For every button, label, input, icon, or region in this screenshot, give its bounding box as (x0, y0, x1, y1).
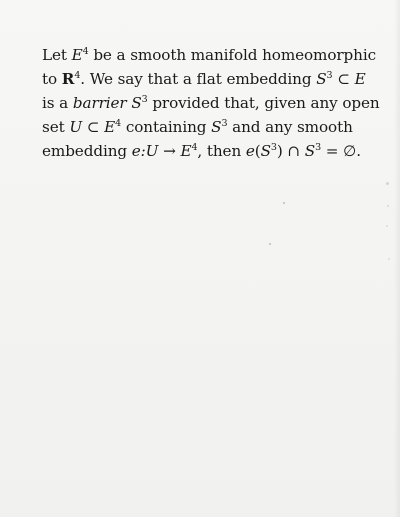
superscript: 3 (315, 142, 322, 153)
text-run: provided that, given any open (152, 94, 380, 112)
math-S: S (304, 142, 316, 160)
word: embedding (42, 142, 128, 160)
word: set (42, 118, 65, 136)
barrier-definition-paragraph (42, 43, 380, 163)
math-E: E (180, 142, 192, 160)
text-line-3 (42, 91, 380, 115)
math-R-bold: R (61, 70, 75, 88)
text-run: , then (197, 142, 242, 160)
superscript: 4 (191, 142, 198, 153)
math-intersection: ∩ (287, 142, 301, 160)
math-e: e (245, 142, 255, 160)
scan-speck (387, 205, 389, 207)
emphasized-term-barrier: barrier (72, 94, 127, 112)
math-equals-empty-set: = ∅. (325, 142, 362, 160)
scan-speck (388, 258, 390, 260)
math-E: E (354, 70, 366, 88)
word: containing (125, 118, 207, 136)
math-U: U (145, 142, 159, 160)
math-E: E (71, 46, 83, 64)
scan-speck (386, 225, 388, 227)
superscript: 4 (74, 70, 81, 81)
paren: ) (276, 142, 283, 160)
math-arrow: → (163, 142, 176, 160)
superscript: 3 (141, 94, 148, 105)
superscript: 4 (115, 118, 122, 129)
superscript: 4 (82, 46, 89, 57)
math-S: S (316, 70, 327, 88)
scan-speck (269, 243, 271, 245)
text-run: is a (42, 94, 69, 112)
text-line-4 (42, 115, 352, 139)
text-run: and any smooth (232, 118, 353, 136)
math-S: S (260, 142, 271, 160)
math-U: U (69, 118, 83, 136)
text-run: be a smooth manifold homeomorphic (93, 46, 377, 64)
math-subset: ⊂ (337, 70, 350, 88)
paren: ( (254, 142, 261, 160)
superscript: 3 (326, 70, 333, 81)
math-S: S (211, 118, 222, 136)
math-S: S (131, 94, 142, 112)
word: to (42, 70, 58, 88)
text-line-2 (42, 67, 366, 91)
superscript: 3 (270, 142, 277, 153)
text-line-1 (42, 43, 377, 67)
math-E: E (104, 118, 116, 136)
superscript: 3 (221, 118, 228, 129)
math-subset: ⊂ (86, 118, 100, 136)
math-e-map: e: (131, 142, 146, 160)
scan-speck (283, 202, 285, 204)
text-run: . We say that a flat embedding (80, 70, 312, 88)
text-line-5 (42, 139, 362, 163)
scan-speck (386, 182, 389, 185)
word: Let (42, 46, 67, 64)
